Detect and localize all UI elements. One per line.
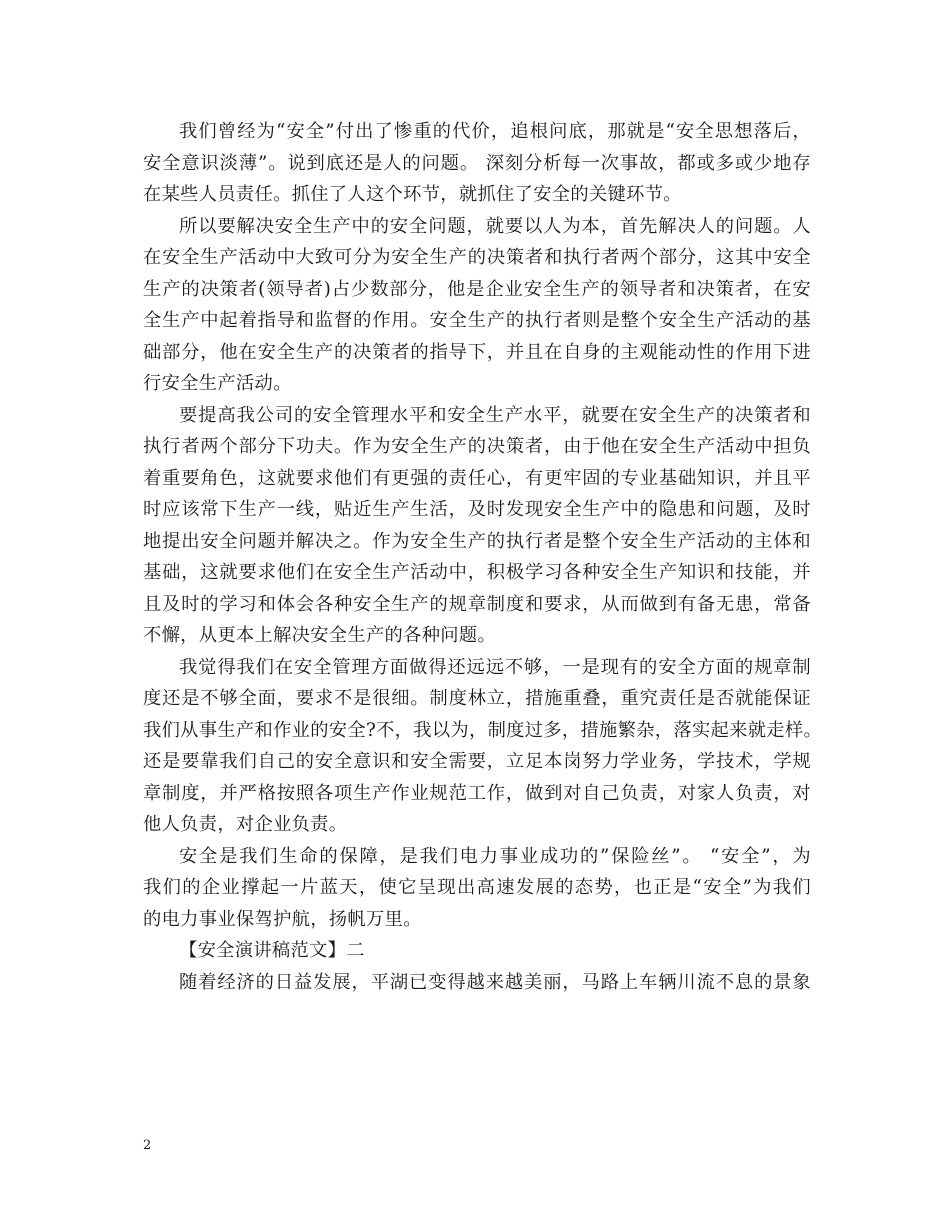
paragraph-5: [143, 841, 811, 936]
text-line: 还是要靠我们自己的安全意识和安全需要，立足本岗努力学业务，学技术，学规: [143, 751, 811, 772]
text-line: 所以要解决安全生产中的安全问题，就要以人为本，首先解决人的问题。人: [179, 215, 811, 237]
paragraph-3: [143, 400, 811, 652]
text-line: 安全意识淡薄”。说到底还是人的问题。 深刻分析每一次事故，都或多或少地存: [143, 152, 811, 174]
text-line: 生产的决策者(领导者)占少数部分，他是企业安全生产的领导者和决策者，在安: [143, 278, 811, 300]
text-line: 地提出安全问题并解决之。作为安全生产的执行者是整个安全生产活动的主体和: [143, 530, 811, 552]
document-body: [143, 116, 823, 998]
paragraph-6: [143, 967, 811, 999]
text-line: 在安全生产活动中大致可分为安全生产的决策者和执行者两个部分，这其中安全: [143, 247, 811, 268]
paragraph-4: [143, 652, 823, 841]
text-line: 的电力事业保驾护航，扬帆万里。: [143, 908, 422, 930]
page-number: 2: [143, 1138, 152, 1153]
text-line: 我们曾经为“安全”付出了惨重的代价，追根问底，那就是“安全思想落后，: [179, 121, 811, 142]
text-line: 础部分，他在安全生产的决策者的指导下，并且在自身的主观能动性的作用下进: [143, 341, 811, 363]
text-line: 我们的企业撑起一片蓝天，使它呈现出高速发展的态势，也正是“安全”为我们: [143, 877, 811, 898]
text-line: 【安全演讲稿范文】二: [179, 940, 365, 961]
text-line: 行安全生产活动。: [143, 373, 292, 394]
text-line: 不懈，从更本上解决安全生产的各种问题。: [143, 625, 497, 646]
text-line: 基础，这就要求他们在安全生产活动中，积极学习各种安全生产知识和技能，并: [143, 562, 811, 583]
text-line: 全生产中起着指导和监督的作用。安全生产的执行者则是整个安全生产活动的基: [143, 310, 811, 331]
text-line: 执行者两个部分下功夫。作为安全生产的决策者，由于他在安全生产活动中担负: [143, 436, 811, 457]
text-line: 时应该常下生产一线，贴近生产生活，及时发现安全生产中的隐患和问题，及时: [143, 499, 811, 520]
text-line: 着重要角色，这就要求他们有更强的责任心，有更牢固的专业基础知识，并且平: [143, 467, 811, 489]
section-heading: [143, 935, 811, 967]
text-line: 他人负责，对企业负责。: [143, 814, 348, 835]
text-line: 随着经济的日益发展，平湖已变得越来越美丽，马路上车辆川流不息的景象: [179, 971, 811, 993]
text-line: 我们从事生产和作业的安全?不，我以为，制度过多，措施繁杂，落实起来就走样。: [143, 719, 823, 741]
text-line: 度还是不够全面，要求不是很细。制度林立，措施重叠，重究责任是否就能保证: [143, 688, 811, 709]
paragraph-1: [143, 116, 811, 211]
text-line: 安全是我们生命的保障，是我们电力事业成功的”保险丝”。 “安全”，为: [179, 845, 811, 867]
text-line: 且及时的学习和体会各种安全生产的规章制度和要求，从而做到有备无患，常备: [143, 593, 811, 615]
text-line: 在某些人员责任。抓住了人这个环节，就抓住了安全的关键环节。: [143, 184, 682, 205]
text-line: 我觉得我们在安全管理方面做得还远远不够，一是现有的安全方面的规章制: [179, 656, 811, 678]
text-line: 章制度，并严格按照各项生产作业规范工作，做到对自己负责，对家人负责，对: [143, 782, 811, 804]
text-line: 要提高我公司的安全管理水平和安全生产水平，就要在安全生产的决策者和: [179, 404, 811, 426]
paragraph-2: [143, 211, 811, 400]
